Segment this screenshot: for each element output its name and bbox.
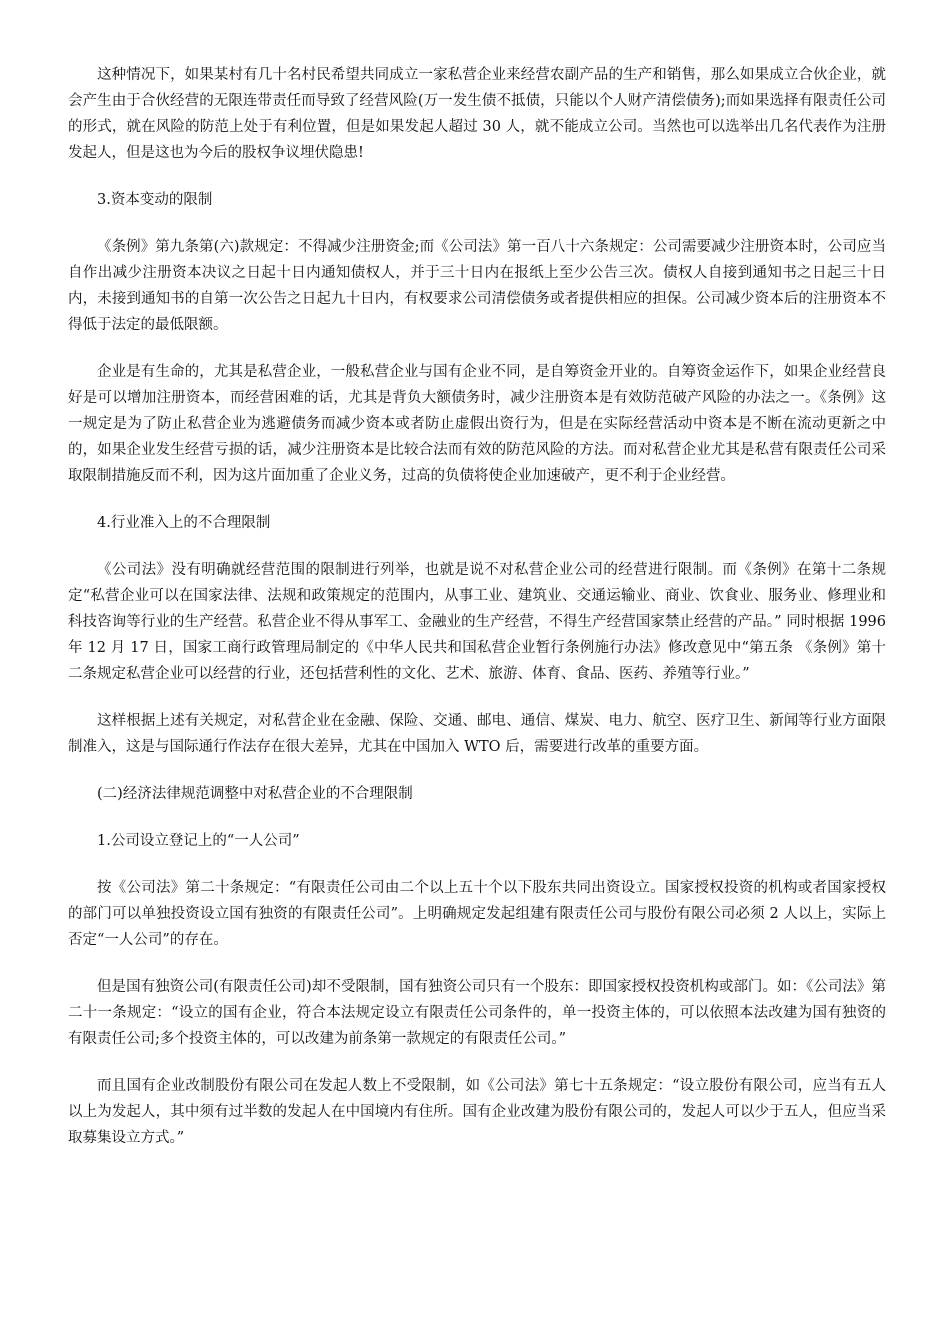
paragraph-partnership-risk: 这种情况下，如果某村有几十名村民希望共同成立一家私营企业来经营农副产品的生产和销售，那么如果成立合伙企业，就会产生由于合伙经营的无限连带责任而导致了经营风险(万一发生债不抵债，只能以个人财产清偿债务);而如果选择有限责任公司的形式，就在风险的防范上处于有利位置，但是如果发起人超过 30 人，就不能成立公司。当然也可以选举出几名代表作为注册发起人，但是这也为今后的股权争议埋伏隐患!	[68, 67, 886, 161]
paragraph-capital-reduction-analysis: 企业是有生命的，尤其是私营企业，一般私营企业与国有企业不同，是自筹资金开业的。自筹资金运作下，如果企业经营良好是可以增加注册资本，而经营困难的话，尤其是背负大额债务时，减少注册资本是有效防范破产风险的办法之一。《条例》这一规定是为了防止私营企业为逃避债务而减少资本或者防止虚假出资行为，但是在实际经营活动中资本是不断在流动更新之中的，如果企业发生经营亏损的话，减少注册资本是比较合法而有效的防范风险的方法。而对私营企业尤其是私营有限责任公司采取限制措施反而不利，因为这片面加重了企业义务，过高的负债将使企业加速破产，更不利于企业经营。	[68, 364, 886, 484]
paragraph-business-scope: 《公司法》没有明确就经营范围的限制进行列举，也就是说不对私营企业公司的经营进行限制。而《条例》在第十二条规定“私营企业可以在国家法律、法规和政策规定的范围内，从事工业、建筑业、交通运输业、商业、饮食业、服务业、修理业和科技咨询等行业的生产经营。私营企业不得从事军工、金融业的生产经营，不得生产经营国家禁止经营的产品。” 同时根据 1996 年 12 月 17 日，国家工商行政管理局制定的《中华人民共和国私营企业暂行条例施行办法》修改意见中“第五条 《条例》第十二条规定私营企业可以经营的行业，还包括营利性的文化、艺术、旅游、体育、食品、医药、养殖等行业。”	[68, 562, 886, 682]
document-body	[68, 62, 886, 1172]
section-heading-one-person-company: 1.公司设立登记上的“一人公司”	[97, 833, 300, 849]
section-heading-capital-change: 3.资本变动的限制	[97, 192, 213, 208]
paragraph-article-20: 按《公司法》第二十条规定：“有限责任公司由二个以上五十个以下股东共同出资设立。国家授权投资的机构或者国家授权的部门可以单独投资设立国有独资的有限责任公司”。上明确规定发起组建有限责任公司与股份有限公司必须 2 人以上，实际上否定“一人公司”的存在。	[68, 880, 886, 948]
section-heading-economic-law: (二)经济法律规范调整中对私营企业的不合理限制	[97, 786, 413, 802]
section-heading-industry-access: 4.行业准入上的不合理限制	[97, 515, 271, 531]
paragraph-capital-reduction-rules: 《条例》第九条第(六)款规定：不得减少注册资金;而《公司法》第一百八十六条规定：公司需要减少注册资本时，公司应当自作出减少注册资本决议之日起十日内通知债权人，并于三十日内在报纸上至少公告三次。债权人自接到通知书之日起三十日内，未接到通知书的自第一次公告之日起九十日内，有权要求公司清偿债务或者提供相应的担保。公司减少资本后的注册资本不得低于法定的最低限额。	[68, 239, 886, 333]
paragraph-article-75: 而且国有企业改制股份有限公司在发起人数上不受限制，如《公司法》第七十五条规定：“设立股份有限公司，应当有五人以上为发起人，其中须有过半数的发起人在中国境内有住所。国有企业改建为股份有限公司的，发起人可以少于五人，但应当采取募集设立方式。”	[68, 1078, 886, 1146]
paragraph-restricted-industries: 这样根据上述有关规定，对私营企业在金融、保险、交通、邮电、通信、煤炭、电力、航空、医疗卫生、新闻等行业方面限制准入，这是与国际通行作法存在很大差异，尤其在中国加入 WTO 后，需要进行改革的重要方面。	[68, 713, 886, 755]
paragraph-article-21: 但是国有独资公司(有限责任公司)却不受限制，国有独资公司只有一个股东：即国家授权投资机构或部门。如：《公司法》第二十一条规定：“设立的国有企业，符合本法规定设立有限责任公司条件的，单一投资主体的，可以依照本法改建为国有独资的有限责任公司;多个投资主体的，可以改建为前条第一款规定的有限责任公司。”	[68, 979, 886, 1047]
